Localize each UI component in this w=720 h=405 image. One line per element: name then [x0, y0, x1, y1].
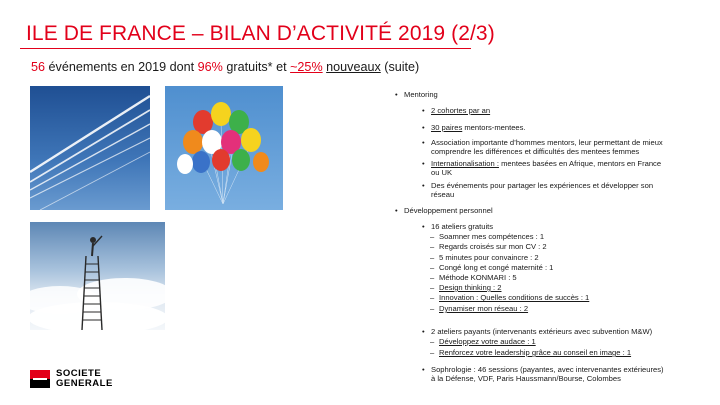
list-item: – 5 minutes pour convaincre : 2 [439, 253, 539, 262]
mentoring-heading: • Mentoring [404, 90, 438, 99]
subtitle-text-4: (suite) [380, 60, 420, 74]
slide-title: ILE DE FRANCE – BILAN D’ACTIVITÉ 2019 (2/3) [26, 22, 495, 45]
ladder-clouds-photo [30, 222, 165, 330]
list-item: – Regards croisés sur mon CV : 2 [439, 242, 547, 251]
balloons-photo [165, 86, 283, 210]
paid-workshops-header: • 2 ateliers payants (intervenants extérieurs avec subvention M&W) [431, 327, 693, 336]
logo-wordmark: SOCIETE GENERALE [56, 368, 113, 389]
list-item: – Congé long et congé maternité : 1 [439, 263, 553, 272]
subtitle-text-1: événements en 2019 dont [45, 60, 198, 74]
ladder-graphic [30, 222, 165, 330]
title-underline [20, 48, 471, 49]
list-item: – Renforcez votre leadership grâce au conseil en image : 1 [439, 348, 631, 357]
list-item: • Association importante d’hommes mentors, leur permettant de mieux comprendre les différences et difficultés des mentees femmes [431, 138, 693, 156]
free-percentage: 96% [197, 60, 223, 74]
list-item: • 30 paires mentors-mentees. [431, 123, 693, 132]
list-item: – Développez votre audace : 1 [439, 337, 536, 346]
sky-contrails-photo [30, 86, 150, 210]
contrails-graphic [30, 86, 150, 210]
subtitle-text-2: gratuits* et [222, 60, 291, 74]
list-item: • Internationalisation : mentees basées en Afrique, mentors en France ou UK [431, 159, 693, 177]
free-workshops-header: • 16 ateliers gratuits [431, 222, 693, 231]
list-item: – Dynamiser mon réseau : 2 [439, 304, 528, 313]
sophrology-item: • Sophrologie : 46 sessions (payantes, avec intervenantes extérieures) à la Défense, VDF, Paris Haussmann/Bourse, Colombes [431, 365, 693, 383]
list-item: • Des événements pour partager les expériences et développer son réseau [431, 181, 693, 199]
list-item: – Méthode KONMARI : 5 [439, 273, 517, 282]
societe-generale-logo [30, 368, 130, 390]
slide-subtitle [31, 60, 419, 74]
perso-heading: • Développement personnel [404, 206, 493, 215]
logo-mark [30, 370, 50, 388]
list-item: • 2 cohortes par an [431, 106, 693, 115]
new-percentage: ~25% [290, 60, 323, 74]
list-item: – Innovation : Quelles conditions de succès : 1 [439, 293, 589, 302]
events-count: 56 [31, 60, 46, 74]
new-word: nouveaux [326, 60, 381, 74]
balloons-graphic [165, 86, 283, 210]
list-item: – Soamner mes compétences : 1 [439, 232, 544, 241]
list-item: – Design thinking : 2 [439, 283, 501, 292]
